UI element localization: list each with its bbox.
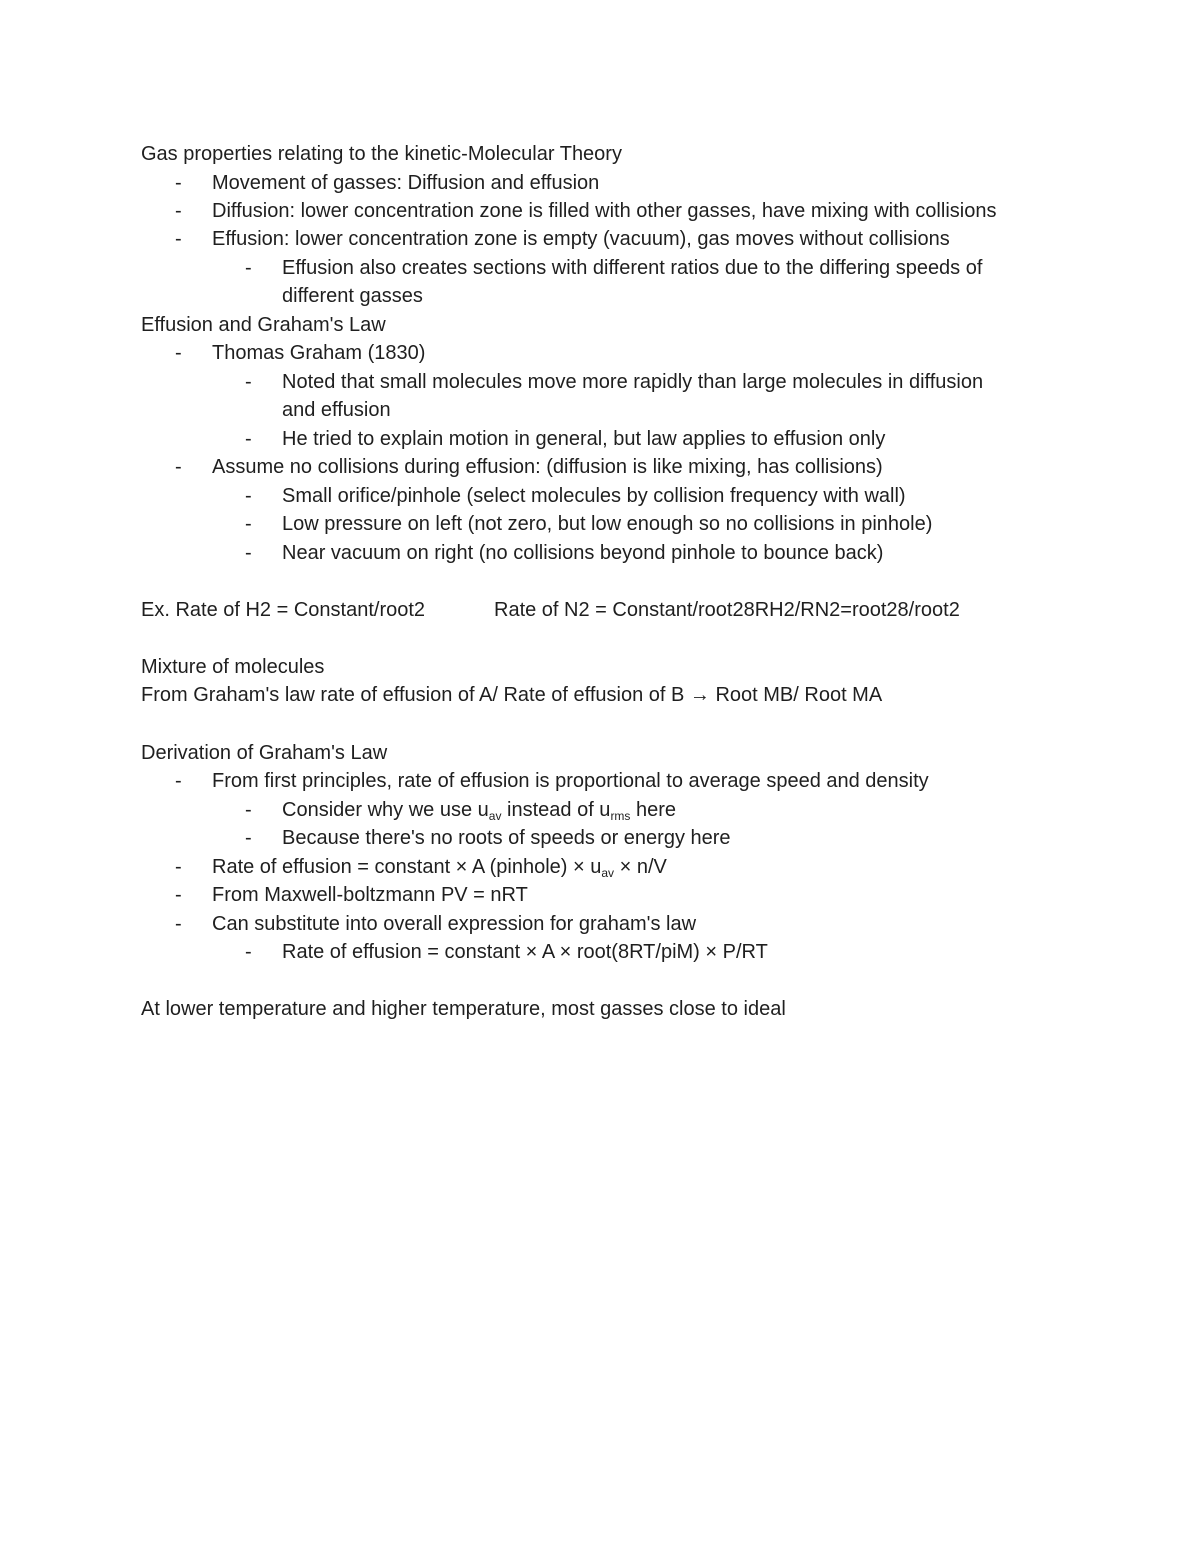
bullet-dash: - xyxy=(245,513,252,535)
list-item-text: Can substitute into overall expression for graham's law xyxy=(212,913,697,935)
bullet-dash: - xyxy=(245,827,252,849)
text-part: × n/V xyxy=(614,856,667,878)
list-item-text: Noted that small molecules move more rapidly than large molecules in diffusion xyxy=(282,371,984,393)
bullet-dash: - xyxy=(245,371,252,393)
subscript: rms xyxy=(610,809,631,823)
example-rate-n2: Rate of N2 = Constant/root28RH2/RN2=root28/root2 xyxy=(494,599,960,621)
list-item-text: Thomas Graham (1830) xyxy=(212,342,426,364)
text-part: instead of u xyxy=(501,799,611,821)
text-part: here xyxy=(630,799,677,821)
bullet-dash: - xyxy=(175,228,182,250)
bullet-dash: - xyxy=(245,542,252,564)
bullet-dash: - xyxy=(175,200,182,222)
bullet-dash: - xyxy=(175,770,182,792)
list-item-text: Rate of effusion = constant × A × root(8RT/piM) × P/RT xyxy=(282,941,768,963)
list-item-text: Effusion also creates sections with different ratios due to the differing speeds of xyxy=(282,257,983,279)
list-item-text xyxy=(212,853,667,881)
bullet-dash: - xyxy=(175,342,182,364)
list-item-text: From Maxwell-boltzmann PV = nRT xyxy=(212,884,528,906)
heading-mixture-of-molecules: Mixture of molecules xyxy=(141,656,325,678)
heading-kinetic-molecular-theory: Gas properties relating to the kinetic-Molecular Theory xyxy=(141,143,622,165)
bullet-dash: - xyxy=(245,257,252,279)
list-item-continuation: and effusion xyxy=(282,399,391,421)
bullet-dash: - xyxy=(245,941,252,963)
bullet-dash: - xyxy=(175,856,182,878)
example-rate-h2: Ex. Rate of H2 = Constant/root2 xyxy=(141,599,426,621)
list-item-text: From first principles, rate of effusion is proportional to average speed and density xyxy=(212,770,929,792)
heading-effusion-grahams-law: Effusion and Graham's Law xyxy=(141,314,386,336)
bullet-dash: - xyxy=(245,799,252,821)
subscript: av xyxy=(601,866,615,880)
bullet-dash: - xyxy=(175,456,182,478)
bullet-dash: - xyxy=(245,485,252,507)
list-item-continuation: different gasses xyxy=(282,285,423,307)
list-item-text: He tried to explain motion in general, but law applies to effusion only xyxy=(282,428,886,450)
list-item-text: Assume no collisions during effusion: (diffusion is like mixing, has collisions) xyxy=(212,456,883,478)
closing-statement: At lower temperature and higher temperature, most gasses close to ideal xyxy=(141,998,786,1020)
grahams-law-statement: From Graham's law rate of effusion of A/ Rate of effusion of B → Root MB/ Root MA xyxy=(141,684,883,706)
subscript: av xyxy=(488,809,502,823)
bullet-dash: - xyxy=(175,913,182,935)
bullet-dash: - xyxy=(175,172,182,194)
list-item-text: Effusion: lower concentration zone is empty (vacuum), gas moves without collisions xyxy=(212,228,950,250)
list-item-text: Small orifice/pinhole (select molecules by collision frequency with wall) xyxy=(282,485,906,507)
list-item-text: Near vacuum on right (no collisions beyond pinhole to bounce back) xyxy=(282,542,884,564)
heading-derivation-grahams-law: Derivation of Graham's Law xyxy=(141,742,388,764)
list-item-text: Diffusion: lower concentration zone is filled with other gasses, have mixing with collisions xyxy=(212,200,997,222)
bullet-dash: - xyxy=(175,884,182,906)
list-item-text xyxy=(282,796,676,824)
list-item-text: Because there's no roots of speeds or energy here xyxy=(282,827,731,849)
list-item-text: Low pressure on left (not zero, but low enough so no collisions in pinhole) xyxy=(282,513,933,535)
list-item-text: Movement of gasses: Diffusion and effusion xyxy=(212,172,600,194)
text-part: Rate of effusion = constant × A (pinhole) × u xyxy=(212,856,602,878)
text-part: Consider why we use u xyxy=(282,799,489,821)
bullet-dash: - xyxy=(245,428,252,450)
